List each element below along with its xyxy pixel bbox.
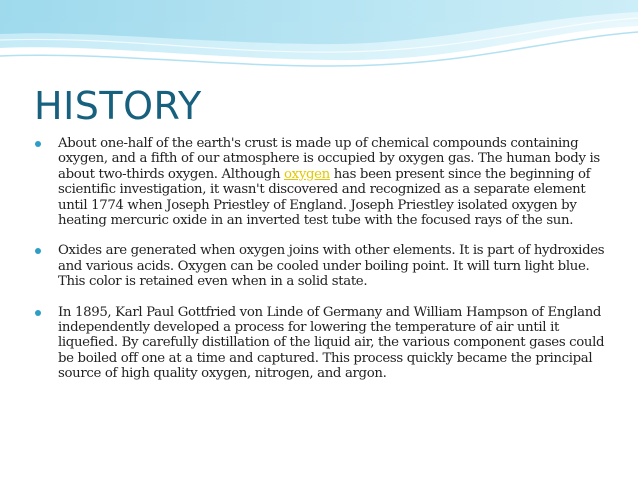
list-item	[34, 136, 606, 228]
bullet-text: Oxides are generated when oxygen joins with other elements. It is part of hydroxides and various acids. Oxygen can be cooled under boiling point. It will turn light blue. This color is retained even when in a solid state.	[58, 243, 605, 290]
bullet-text-part: has been present since the beginning of scientific investigation, it wasn't discovered and recognized as a separate element until 1774 when Joseph Priestley of England. Joseph Priestley isolated oxygen by heating mercuric oxide in an inverted test tube with the focused rays of the sun.	[58, 166, 591, 229]
bullet-text: In 1895, Karl Paul Gottfried von Linde of Germany and William Hampson of England independently developed a process for lowering the temperature of air until it liquefied. By carefully distillation of the liquid air, the various component gases could be boiled off one at a time and captured. This process quickly became the principal source of high quality oxygen, nitrogen, and argon.	[58, 304, 605, 382]
bullet-list	[34, 136, 606, 397]
header-wave-decoration	[0, 0, 638, 80]
list-item	[34, 243, 606, 289]
slide-title: HISTORY	[34, 84, 202, 128]
list-item	[34, 305, 606, 382]
oxygen-link[interactable]: oxygen	[284, 166, 330, 182]
bullet-text	[58, 136, 606, 228]
wave-graphic	[0, 0, 638, 80]
bullet-dot-icon	[35, 141, 41, 147]
bullet-dot-icon	[35, 310, 41, 316]
bullet-text-part: About one-half of the earth's crust is made up of chemical compounds containing oxygen, and a fifth of our atmosphere is occupied by oxygen gas. The human body is about two-thirds oxygen. Although	[58, 136, 600, 182]
bullet-dot-icon	[35, 248, 41, 254]
